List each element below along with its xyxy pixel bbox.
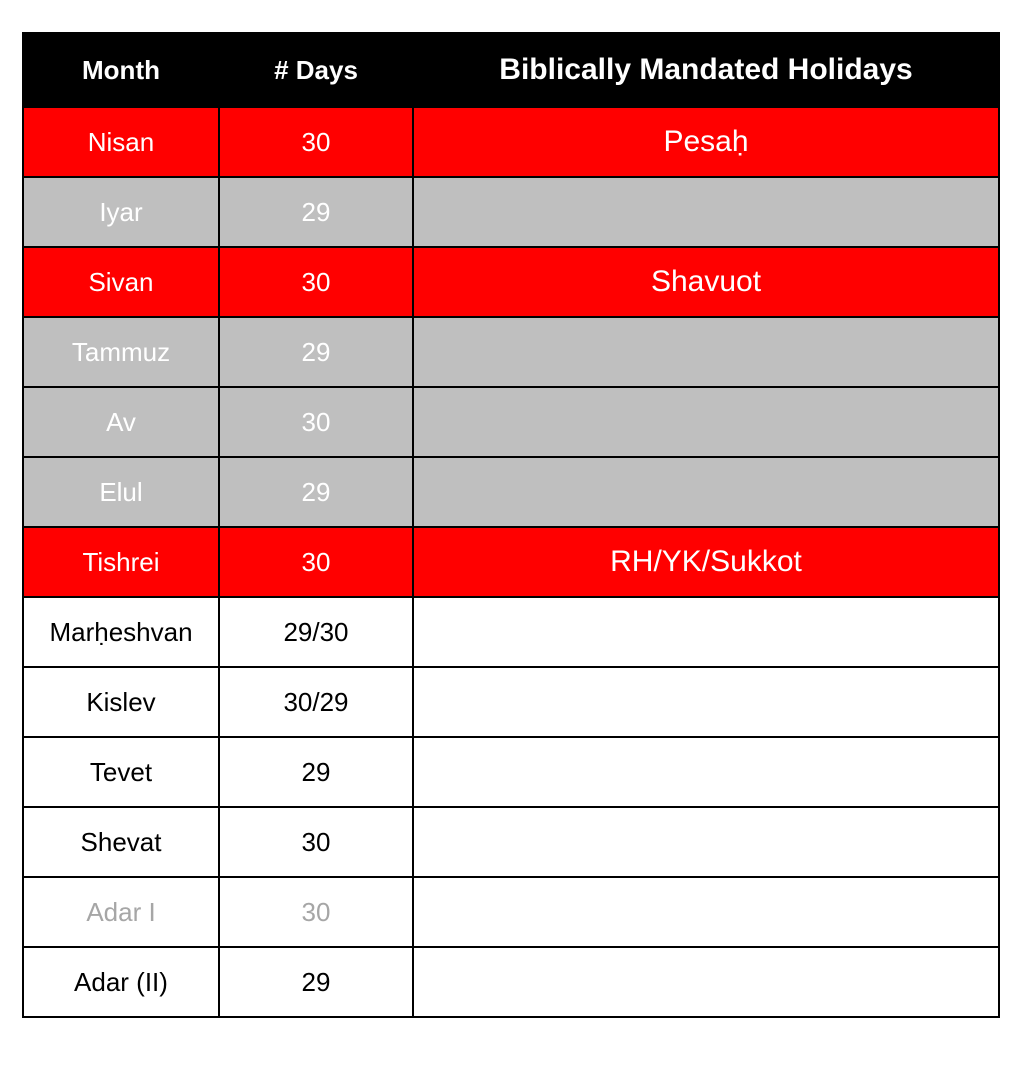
month-cell: Sivan: [23, 247, 219, 317]
holiday-cell: [413, 457, 999, 527]
table-row: [23, 527, 999, 597]
holiday-cell: [413, 737, 999, 807]
holiday-cell: [413, 807, 999, 877]
header-row: [23, 33, 999, 107]
table-row: [23, 177, 999, 247]
holiday-cell: [413, 947, 999, 1017]
month-cell: Tammuz: [23, 317, 219, 387]
days-cell: 30: [219, 247, 413, 317]
days-cell: 30/29: [219, 667, 413, 737]
days-cell: 29: [219, 737, 413, 807]
table-row: [23, 597, 999, 667]
month-cell: Shevat: [23, 807, 219, 877]
table-row: [23, 387, 999, 457]
holiday-cell: Pesaḥ: [413, 107, 999, 177]
days-cell: 29: [219, 457, 413, 527]
days-cell: 30: [219, 107, 413, 177]
holiday-cell: [413, 387, 999, 457]
header-month: Month: [23, 33, 219, 107]
table-row: [23, 247, 999, 317]
month-cell: Av: [23, 387, 219, 457]
days-cell: 29: [219, 177, 413, 247]
days-cell: 30: [219, 807, 413, 877]
table-row: [23, 807, 999, 877]
table-row: [23, 317, 999, 387]
hebrew-months-table: [22, 32, 1000, 1018]
month-cell: Marḥeshvan: [23, 597, 219, 667]
month-cell: Elul: [23, 457, 219, 527]
month-cell: Tishrei: [23, 527, 219, 597]
days-cell: 30: [219, 387, 413, 457]
month-cell: Adar I: [23, 877, 219, 947]
days-cell: 30: [219, 877, 413, 947]
days-cell: 29: [219, 317, 413, 387]
table-row: [23, 947, 999, 1017]
table-row: [23, 667, 999, 737]
month-cell: Kislev: [23, 667, 219, 737]
holiday-cell: [413, 667, 999, 737]
month-cell: Tevet: [23, 737, 219, 807]
table-header: [23, 33, 999, 107]
table-row: [23, 457, 999, 527]
days-cell: 29/30: [219, 597, 413, 667]
holiday-cell: Shavuot: [413, 247, 999, 317]
table-row: [23, 107, 999, 177]
days-cell: 29: [219, 947, 413, 1017]
header-holidays: Biblically Mandated Holidays: [413, 33, 999, 107]
holiday-cell: [413, 597, 999, 667]
month-cell: Iyar: [23, 177, 219, 247]
header-days: # Days: [219, 33, 413, 107]
days-cell: 30: [219, 527, 413, 597]
month-cell: Nisan: [23, 107, 219, 177]
holiday-cell: [413, 877, 999, 947]
holiday-cell: [413, 317, 999, 387]
table-row: [23, 737, 999, 807]
table-body: [23, 107, 999, 1017]
holiday-cell: RH/YK/Sukkot: [413, 527, 999, 597]
month-cell: Adar (II): [23, 947, 219, 1017]
table-row: [23, 877, 999, 947]
holiday-cell: [413, 177, 999, 247]
